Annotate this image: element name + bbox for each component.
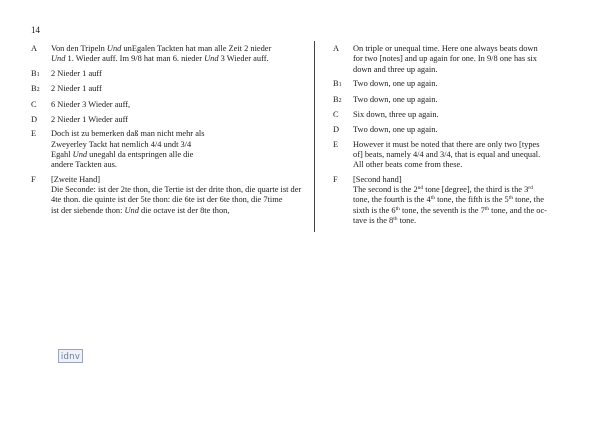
entry-text — [51, 129, 306, 170]
entry-c — [333, 110, 578, 120]
entry-text — [51, 175, 306, 216]
entry-b2 — [333, 95, 578, 106]
entry-label: E — [333, 139, 339, 149]
publisher-logo: idnv — [58, 349, 83, 363]
entry-label: B1 — [333, 79, 342, 89]
entry-d — [31, 115, 306, 125]
text-line: Zweyerley Tackt hat nemlich 4/4 undt 3/4 — [51, 139, 192, 149]
english-column — [333, 44, 578, 226]
text-line: 6 Nieder 3 Wieder auff, — [51, 100, 131, 110]
entry-text — [353, 110, 578, 120]
entry-text — [353, 95, 578, 106]
entry-e — [333, 140, 578, 171]
text-line: The second is the 2nd tone [degree], the third is the 3rd — [353, 185, 533, 195]
entry-text — [353, 175, 578, 226]
entry-text — [353, 140, 578, 171]
entry-label: F — [31, 174, 36, 184]
text-line: All other beats come from these. — [353, 160, 463, 170]
text-line: 2 Nieder 1 auff — [51, 68, 102, 78]
entry-e — [31, 129, 306, 170]
text-line: 2 Nieder 1 auff — [51, 84, 102, 94]
entry-label: B2 — [31, 84, 40, 94]
entry-text — [51, 44, 306, 65]
entry-label: B1 — [31, 68, 40, 78]
text-line: [Zweite Hand] — [51, 174, 101, 184]
text-line: Die Seconde: ist der 2te thon, die Tertie ist der drite thon, die quarte ist der — [51, 185, 302, 195]
text-line: Two down, one up again. — [353, 124, 438, 134]
entry-c — [31, 100, 306, 110]
text-line: ist der siebende thon: Und die octave ist der 8te thon, — [51, 205, 230, 215]
entry-a — [333, 44, 578, 75]
entry-b1 — [31, 69, 306, 80]
text-line: Und 1. Wieder auff. Im 9/8 hat man 6. nieder Und 3 Wieder auff. — [51, 54, 269, 64]
entry-a — [31, 44, 306, 65]
entry-label: A — [333, 44, 340, 53]
entry-label: F — [333, 174, 338, 184]
entry-text — [353, 125, 578, 135]
entry-label: E — [31, 129, 37, 139]
text-line: Von den Tripeln Und unEgalen Tackten hat man alle Zeit 2 nieder — [51, 44, 272, 53]
text-line: andere Tackten aus. — [51, 160, 117, 170]
text-line: Two down, one up again. — [353, 79, 438, 89]
entry-b2 — [31, 84, 306, 95]
text-line: of] beats, namely 4/4 and 3/4, that is equal and unequal. — [353, 149, 541, 159]
page-number: 14 — [31, 25, 40, 35]
text-line: [Second hand] — [353, 174, 402, 184]
text-line: 4te thon. die quinte ist der 5te thon: die 6te ist der 6te thon, die 7time — [51, 195, 283, 205]
text-line: Two down, one up again. — [353, 94, 438, 104]
text-line: Six down, three up again. — [353, 110, 439, 120]
text-line: However it must be noted that there are only two [types — [353, 139, 540, 149]
text-line: On triple or unequal time. Here one always beats down — [353, 44, 538, 53]
text-line: for two [notes] and up again for one. In 9/8 one has six — [353, 54, 537, 64]
entry-text — [353, 79, 578, 90]
entry-label: B2 — [333, 94, 342, 104]
entry-text — [51, 69, 306, 80]
entry-label: C — [333, 110, 339, 120]
entry-f — [31, 175, 306, 216]
column-divider — [314, 41, 315, 232]
text-line: Egahl Und unegahl da entspringen alle die — [51, 149, 194, 159]
entry-b1 — [333, 79, 578, 90]
entry-label: D — [333, 124, 340, 134]
text-line: tone, the fourth is the 4th tone, the fifth is the 5th tone, the — [353, 195, 544, 205]
text-line: tave is the 8th tone. — [353, 215, 417, 225]
entry-label: C — [31, 100, 37, 110]
german-column — [31, 44, 306, 216]
entry-label: A — [31, 44, 38, 53]
text-line: Doch ist zu bemerken daß man nicht mehr als — [51, 129, 205, 139]
entry-label: D — [31, 114, 38, 124]
entry-text — [51, 115, 306, 125]
text-line: 2 Nieder 1 Wieder auff — [51, 114, 129, 124]
entry-d — [333, 125, 578, 135]
entry-text — [51, 100, 306, 110]
text-line: sixth is the 6th tone, the seventh is the 7th tone, and the oc- — [353, 205, 547, 215]
entry-text — [51, 84, 306, 95]
text-line: down and three up again. — [353, 64, 438, 74]
entry-f — [333, 175, 578, 226]
entry-text — [353, 44, 578, 75]
